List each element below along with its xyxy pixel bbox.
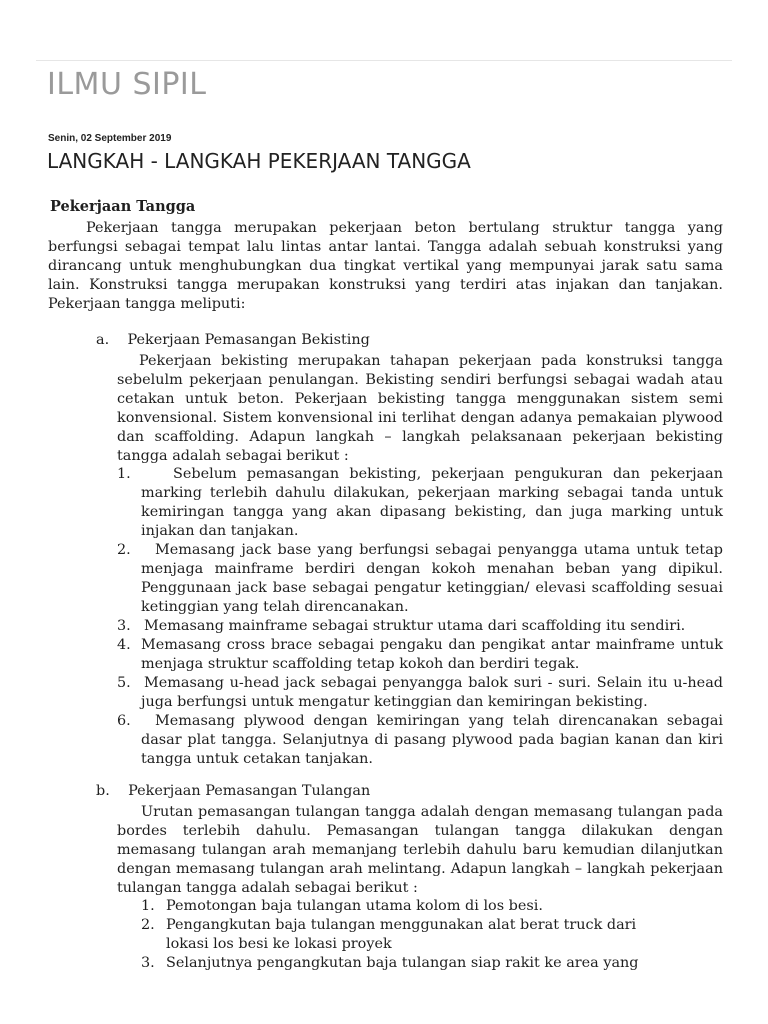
- list-item: [141, 897, 701, 916]
- intro-paragraph: Pekerjaan tangga merupakan pekerjaan beton bertulang struktur tangga yang berfungsi sebagai tempat lalu lintas antar lantai. Tangga adalah sebuah konstruksi yang dirancang untuk menghubungkan dua tingkat vertikal yang mempunyai jarak satu sama lain. Konstruksi tangga merupakan konstruksi yang terdiri atas injakan dan tanjakan. Pekerjaan tangga meliputi:: [48, 220, 723, 312]
- list-number: 1.: [117, 466, 131, 482]
- section-heading: Pekerjaan Tangga: [50, 198, 196, 215]
- section-b-label: b. Pekerjaan Pemasangan Tulangan: [96, 783, 371, 799]
- list-item: [141, 954, 701, 973]
- list-number: 4.: [117, 637, 131, 653]
- list-text: Memasang jack base yang berfungsi sebagai penyangga utama untuk tetap menjaga mainframe berdiri dengan kokoh menahan beban yang dipikul. Penggunaan jack base sebagai pengatur ketinggian/ elevasi scaffolding sesuai ketinggian yang telah direncanakan.: [141, 542, 723, 615]
- list-item: [117, 712, 723, 769]
- site-title[interactable]: ILMU SIPIL: [47, 67, 207, 102]
- list-item: [117, 541, 723, 617]
- list-number: 2.: [141, 917, 155, 933]
- list-item: [141, 916, 646, 954]
- list-text: Memasang plywood dengan kemiringan yang telah direncanakan sebagai dasar plat tangga. Selanjutnya di pasang plywood pada bagian kanan dan kiri tangga untuk cetakan tanjakan.: [141, 713, 723, 767]
- list-item: [117, 465, 723, 541]
- section-b-steps: [141, 897, 701, 973]
- list-item: [117, 674, 723, 712]
- list-text: Memasang u-head jack sebagai penyangga balok suri - suri. Selain itu u-head juga berfungsi untuk mengatur ketinggian dan kemiringan bekisting.: [141, 675, 723, 710]
- post-date: Senin, 02 September 2019: [48, 133, 172, 144]
- post-title: LANGKAH - LANGKAH PEKERJAAN TANGGA: [47, 149, 471, 173]
- list-number: 5.: [117, 675, 131, 691]
- section-b-paragraph: Urutan pemasangan tulangan tangga adalah dengan memasang tulangan pada bordes terlebih dahulu. Pemasangan tulangan tangga dilakukan dengan memasang tulangan arah memanjang terlebih dahulu baru kemudian dilanjutkan dengan memasang tulangan arah melintang. Adapun langkah – langkah pekerjaan tulangan tangga adalah sebagai berikut :: [117, 804, 723, 896]
- list-text: Pemotongan baja tulangan utama kolom di los besi.: [166, 898, 543, 914]
- list-number: 1.: [141, 898, 155, 914]
- list-number: 6.: [117, 713, 131, 729]
- list-item: [117, 617, 723, 636]
- list-number: 2.: [117, 542, 131, 558]
- section-a-steps: [117, 465, 723, 769]
- list-item: [117, 636, 723, 674]
- list-text: Sebelum pemasangan bekisting, pekerjaan pengukuran dan pekerjaan marking terlebih dahulu dilakukan, pekerjaan marking sebagai tanda untuk kemiringan tangga yang akan dipasang bekisting, dan juga marking untuk injakan dan tanjakan.: [141, 466, 723, 539]
- list-number: 3.: [141, 955, 155, 971]
- list-text: Selanjutnya pengangkutan baja tulangan siap rakit ke area yang: [166, 955, 639, 971]
- list-text: Memasang mainframe sebagai struktur utama dari scaffolding itu sendiri.: [144, 618, 686, 634]
- header-divider: [36, 60, 732, 61]
- section-a-label: a. Pekerjaan Pemasangan Bekisting: [96, 332, 370, 348]
- list-text: Pengangkutan baja tulangan menggunakan alat berat truck dari lokasi los besi ke lokasi proyek: [166, 917, 637, 952]
- list-number: 3.: [117, 618, 131, 634]
- list-text: Memasang cross brace sebagai pengaku dan pengikat antar mainframe untuk menjaga struktur scaffolding tetap kokoh dan berdiri tegak.: [141, 637, 723, 672]
- section-a-paragraph: Pekerjaan bekisting merupakan tahapan pekerjaan pada konstruksi tangga sebelulm pekerjaan penulangan. Bekisting sendiri berfungsi sebagai wadah atau cetakan untuk beton. Pekerjaan bekisting tangga menggunakan sistem semi konvensional. Sistem konvensional ini terlihat dengan adanya pemakaian plywood dan scaffolding. Adapun langkah – langkah pelaksanaan pekerjaan bekisting tangga adalah sebagai berikut :: [117, 353, 723, 464]
